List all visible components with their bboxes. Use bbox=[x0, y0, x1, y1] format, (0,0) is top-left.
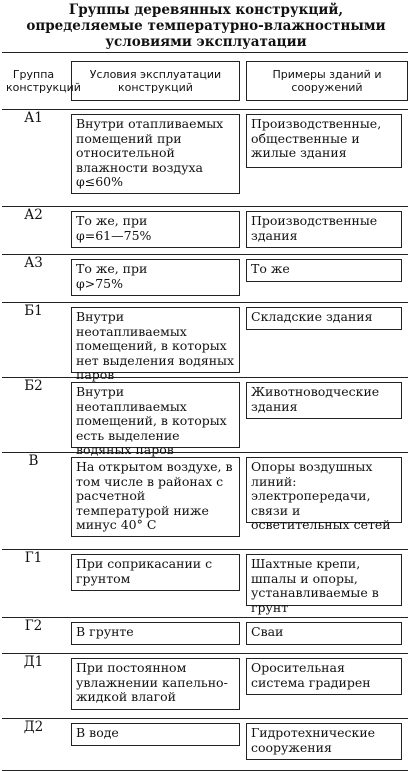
table-row bbox=[2, 654, 408, 719]
row-conditions: Внутри неотапливаемых помещений, в которых есть выделение водяных паров bbox=[71, 382, 240, 448]
table-row bbox=[2, 110, 408, 207]
table-row bbox=[2, 550, 408, 618]
row-code: А3 bbox=[2, 255, 65, 303]
header-examples: Примеры зданий и сооружений bbox=[246, 61, 408, 101]
row-conditions: То же, при φ>75% bbox=[71, 259, 240, 296]
row-examples: Гидротехнические сооружения bbox=[246, 723, 402, 760]
row-conditions: В грунте bbox=[71, 622, 240, 645]
row-code: А2 bbox=[2, 207, 65, 255]
table-row bbox=[2, 618, 408, 654]
table-row bbox=[2, 453, 408, 550]
row-examples: Животноводческие здания bbox=[246, 382, 402, 419]
row-conditions: При соприкасании с грунтом bbox=[71, 554, 240, 591]
row-examples: Складские здания bbox=[246, 307, 402, 330]
row-examples: То же bbox=[246, 259, 402, 282]
row-examples: Опоры воздушных линий: электропередачи, связи и осветительных сетей bbox=[246, 457, 402, 523]
table-row bbox=[2, 207, 408, 255]
row-conditions: То же, при φ=61—75% bbox=[71, 211, 240, 248]
table-header-row bbox=[2, 53, 408, 110]
header-conditions: Условия эксплуатации конструкций bbox=[71, 61, 240, 101]
row-conditions: В воде bbox=[71, 723, 240, 746]
title-line-3: условиями эксплуатации bbox=[105, 34, 307, 50]
title-line-1: Группы деревянных конструкций, bbox=[68, 2, 344, 18]
row-code: Б1 bbox=[2, 303, 65, 378]
row-conditions: На открытом воздухе, в том числе в районах с расчетной температурой ниже минус 40° С bbox=[71, 457, 240, 537]
row-code: Б2 bbox=[2, 378, 65, 453]
row-code: Г2 bbox=[2, 618, 65, 654]
row-conditions: Внутри неотапливаемых помещений, в которых нет выделения водяных паров bbox=[71, 307, 240, 373]
row-code: Д2 bbox=[2, 719, 65, 771]
row-code: Г1 bbox=[2, 550, 65, 618]
row-code: А1 bbox=[2, 110, 65, 207]
row-code: Д1 bbox=[2, 654, 65, 719]
header-group: Группа конструкций bbox=[2, 53, 65, 110]
table-row bbox=[2, 303, 408, 378]
title-line-2: определяемые температурно-влажностными bbox=[26, 18, 386, 34]
row-examples: Производственные, общественные и жилые здания bbox=[246, 114, 402, 168]
row-conditions: Внутри отапливаемых помещений при относительной влажности воздуха φ≤60% bbox=[71, 114, 240, 194]
row-examples: Сваи bbox=[246, 622, 402, 645]
row-conditions: При постоянном увлажнении капельно-жидкой влагой bbox=[71, 658, 240, 710]
row-code: В bbox=[2, 453, 65, 550]
row-examples: Оросительная система градирен bbox=[246, 658, 402, 695]
construction-groups-table bbox=[2, 52, 408, 771]
table-row bbox=[2, 719, 408, 771]
row-examples: Шахтные крепи, шпалы и опоры, устанавливаемые в грунт bbox=[246, 554, 402, 606]
table-row bbox=[2, 255, 408, 303]
table-row bbox=[2, 378, 408, 453]
row-examples: Производственные здания bbox=[246, 211, 402, 248]
table-title bbox=[0, 2, 412, 50]
